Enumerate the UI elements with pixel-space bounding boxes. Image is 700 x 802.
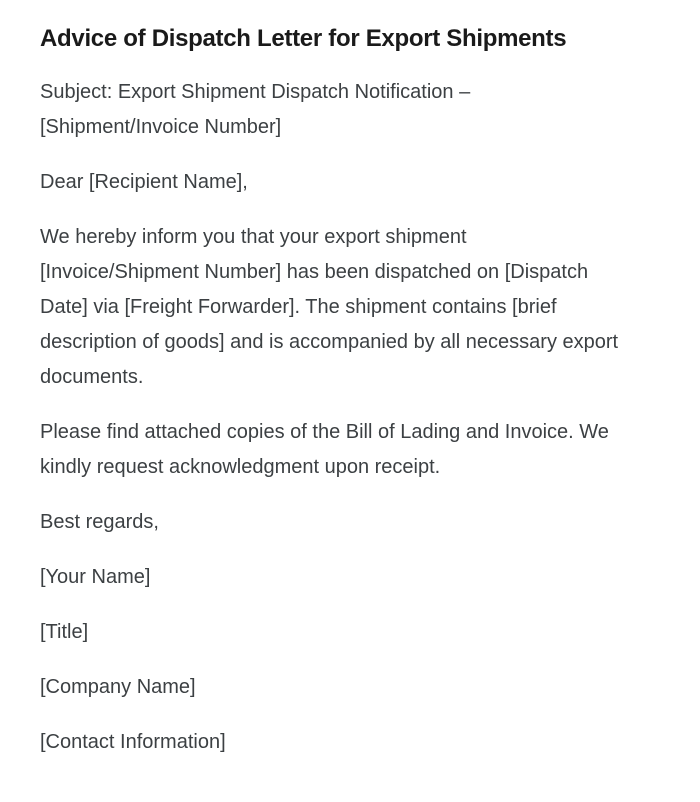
page-title: Advice of Dispatch Letter for Export Shipments bbox=[40, 25, 567, 52]
signature-name-placeholder: [Your Name] bbox=[40, 566, 151, 588]
signature-company-placeholder: [Company Name] bbox=[40, 676, 196, 698]
signature-title-placeholder: [Title] bbox=[40, 621, 89, 643]
body-paragraph-dispatch-details: We hereby inform you that your export shipment [Invoice/Shipment Number] has been dispatched on [Dispatch Date] via [Freight Forwarder]. The shipment contains [brief description of goods] and is accompanied by all necessary export documents. bbox=[40, 226, 619, 388]
salutation: Dear [Recipient Name], bbox=[40, 171, 248, 193]
body-paragraph-attachments: Please find attached copies of the Bill of Lading and Invoice. We kindly request acknowledgment upon receipt. bbox=[40, 421, 609, 478]
signature-contact-placeholder: [Contact Information] bbox=[40, 731, 226, 753]
closing: Best regards, bbox=[40, 511, 159, 533]
subject-line: Subject: Export Shipment Dispatch Notification – [Shipment/Invoice Number] bbox=[40, 81, 471, 138]
